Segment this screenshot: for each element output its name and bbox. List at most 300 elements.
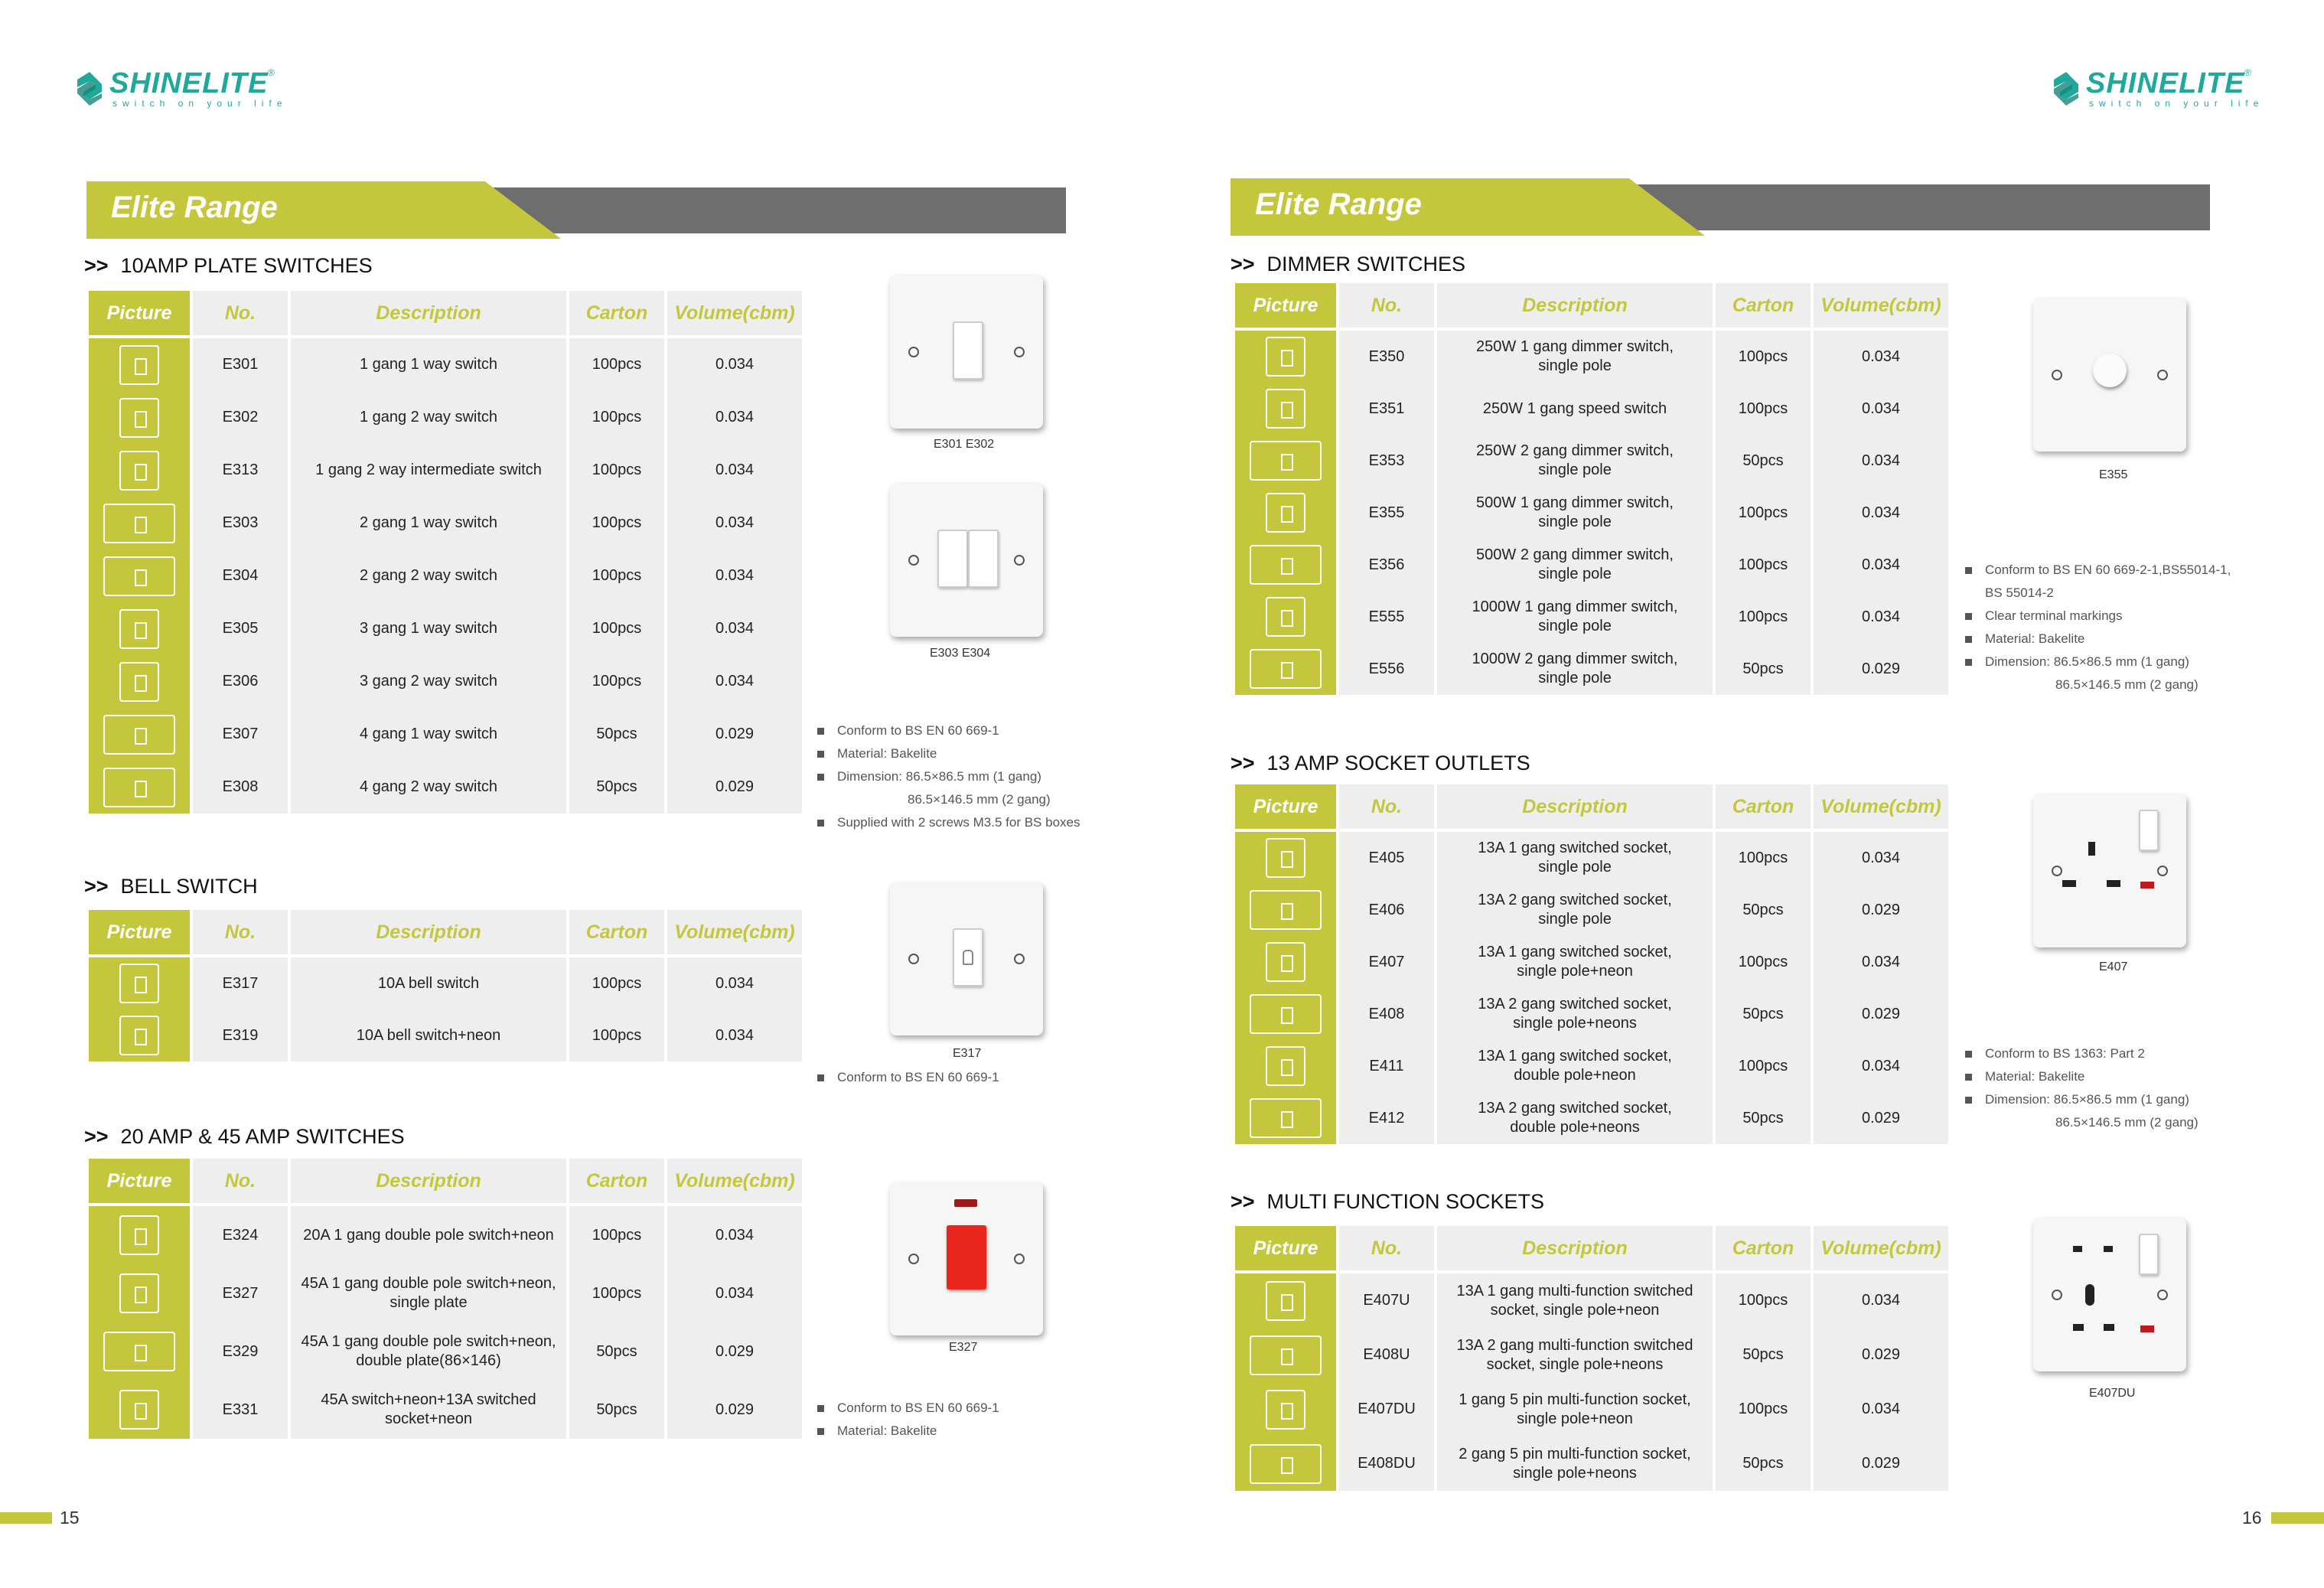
table-row — [89, 1264, 802, 1322]
description-line: socket, single pole+neon — [1490, 1301, 1660, 1319]
product-volume: 0.034 — [1814, 832, 1948, 884]
description-line: single pole+neons — [1513, 1015, 1637, 1032]
product-thumbnail-icon — [103, 556, 175, 596]
product-number: E304 — [193, 549, 288, 602]
table-row — [1235, 1040, 1948, 1092]
product-description — [1437, 936, 1713, 988]
product-thumbnail-icon — [103, 504, 175, 543]
column-header: Volume(cbm) — [1814, 283, 1948, 331]
picture-cell — [89, 391, 190, 444]
product-number: E405 — [1339, 832, 1434, 884]
description-line: 250W 1 gang speed switch — [1482, 399, 1667, 417]
description-line: 45A 1 gang double pole switch+neon, — [301, 1333, 556, 1350]
picture-cell — [89, 338, 190, 391]
product-description — [1437, 1092, 1713, 1144]
description-line: 1 gang 2 way intermediate switch — [315, 461, 542, 478]
product-carton: 100pcs — [569, 602, 664, 655]
product-number: E407U — [1339, 1273, 1434, 1328]
spec-note: BS 55014-2 — [1985, 585, 2054, 600]
description-line: 13A 2 gang switched socket, — [1478, 996, 1672, 1012]
product-carton: 50pcs — [569, 761, 664, 814]
section-title-prefix: >> — [84, 875, 109, 898]
product-thumbnail-icon — [103, 1332, 175, 1371]
spec-notes — [1965, 559, 2231, 696]
spec-notes — [817, 1066, 999, 1089]
column-header: Picture — [1235, 283, 1336, 331]
product-photo — [890, 276, 1043, 429]
section-title-prefix: >> — [1230, 1190, 1255, 1213]
column-header: Volume(cbm) — [667, 291, 802, 338]
product-thumbnail-icon — [1250, 649, 1322, 689]
description-line: single pole+neons — [1513, 1464, 1637, 1482]
description-line: 1000W 2 gang dimmer switch, — [1472, 651, 1678, 667]
product-volume: 0.034 — [667, 1009, 802, 1061]
product-thumbnail-icon — [1250, 545, 1322, 585]
description-line: 250W 1 gang dimmer switch, — [1476, 338, 1674, 355]
product-description — [1437, 1328, 1713, 1382]
product-thumbnail-icon — [1250, 994, 1322, 1034]
column-header: No. — [193, 1159, 288, 1206]
table-row — [1235, 1436, 1948, 1491]
product-number: E327 — [193, 1264, 288, 1322]
description-line: 250W 2 gang dimmer switch, — [1476, 442, 1674, 459]
table-header-row — [1235, 283, 1948, 331]
product-carton: 100pcs — [569, 957, 664, 1009]
brand-logo-right — [2049, 67, 2264, 113]
column-header: Volume(cbm) — [1814, 784, 1948, 832]
picture-cell — [89, 957, 190, 1009]
column-header: Carton — [1716, 283, 1811, 331]
product-carton: 100pcs — [569, 1009, 664, 1061]
description-line: 45A 1 gang double pole switch+neon, — [301, 1275, 556, 1292]
product-thumbnail-icon — [119, 964, 159, 1003]
description-line: 13A 1 gang switched socket, — [1478, 944, 1672, 960]
table-header-row — [89, 291, 802, 338]
product-description — [1437, 1273, 1713, 1328]
product-number: E408 — [1339, 988, 1434, 1040]
column-header: Description — [291, 291, 566, 338]
product-thumbnail-icon — [1266, 597, 1305, 637]
page-bar-left — [0, 1512, 52, 1524]
picture-cell — [1235, 591, 1336, 643]
product-table — [1232, 784, 1951, 1144]
section-title-text: BELL SWITCH — [120, 875, 258, 898]
table-header-row — [89, 910, 802, 957]
product-description — [291, 338, 566, 391]
picture-cell — [1235, 487, 1336, 539]
table-row — [89, 1009, 802, 1061]
product-volume: 0.034 — [667, 338, 802, 391]
section-title-prefix: >> — [84, 1125, 109, 1148]
description-line: single pole — [1538, 670, 1612, 686]
product-thumbnail-icon — [119, 1016, 159, 1055]
product-thumbnail-icon — [119, 398, 159, 438]
brand-mark-icon — [73, 70, 106, 107]
product-volume: 0.029 — [1814, 1436, 1948, 1491]
spec-note: Dimension: 86.5×86.5 mm (1 gang) — [1965, 1088, 2199, 1111]
product-volume: 0.029 — [667, 1322, 802, 1381]
product-table — [86, 910, 805, 1061]
product-number: E308 — [193, 761, 288, 814]
brand-logo-left — [73, 67, 288, 113]
table-header-row — [1235, 784, 1948, 832]
product-description — [291, 957, 566, 1009]
section-title — [1230, 1190, 1544, 1214]
picture-cell — [1235, 435, 1336, 487]
product-carton: 50pcs — [569, 1322, 664, 1381]
table-row — [1235, 643, 1948, 695]
product-volume: 0.034 — [1814, 1273, 1948, 1328]
product-carton: 100pcs — [1716, 936, 1811, 988]
column-header: Volume(cbm) — [667, 1159, 802, 1206]
description-line: 3 gang 2 way switch — [359, 673, 498, 690]
column-header: Picture — [89, 1159, 190, 1206]
column-header: Volume(cbm) — [1814, 1226, 1948, 1273]
brand-tagline: switch on your life — [112, 98, 288, 109]
picture-cell — [1235, 1092, 1336, 1144]
picture-cell — [1235, 331, 1336, 383]
spec-note: Material: Bakelite — [1965, 1065, 2199, 1088]
product-description — [291, 761, 566, 814]
picture-cell — [89, 444, 190, 497]
table-header-row — [89, 1159, 802, 1206]
column-header: Picture — [1235, 784, 1336, 832]
section-title-prefix: >> — [1230, 752, 1255, 774]
description-line: 45A switch+neon+13A switched — [321, 1391, 536, 1408]
product-caption: E407 — [2099, 960, 2128, 973]
picture-cell — [1235, 383, 1336, 435]
product-number: E324 — [193, 1206, 288, 1264]
product-volume: 0.029 — [1814, 988, 1948, 1040]
product-description — [1437, 435, 1713, 487]
product-thumbnail-icon — [1250, 1098, 1322, 1138]
section-title-prefix: >> — [84, 254, 109, 277]
product-carton: 100pcs — [569, 444, 664, 497]
product-description — [1437, 832, 1713, 884]
description-line: 4 gang 2 way switch — [359, 778, 498, 795]
description-line: 20A 1 gang double pole switch+neon — [303, 1226, 554, 1244]
product-description — [291, 1206, 566, 1264]
description-line: 500W 1 gang dimmer switch, — [1476, 494, 1674, 511]
brand-mark-icon — [2049, 70, 2083, 107]
table-row — [89, 549, 802, 602]
description-line: double pole+neons — [1510, 1119, 1640, 1136]
product-description — [291, 1009, 566, 1061]
table-row — [89, 497, 802, 549]
section-title-text: 13 AMP SOCKET OUTLETS — [1266, 752, 1530, 774]
product-carton: 100pcs — [569, 1206, 664, 1264]
column-header: No. — [193, 910, 288, 957]
product-volume: 0.029 — [667, 708, 802, 761]
product-carton: 100pcs — [1716, 1040, 1811, 1092]
product-carton: 50pcs — [1716, 884, 1811, 936]
column-header: Description — [291, 1159, 566, 1206]
product-carton: 50pcs — [1716, 643, 1811, 695]
picture-cell — [89, 708, 190, 761]
spec-note: Conform to BS EN 60 669-1 — [817, 1397, 999, 1420]
spec-note: Conform to BS 1363: Part 2 — [1965, 1042, 2199, 1065]
description-line: single plate — [390, 1294, 468, 1311]
picture-cell — [1235, 884, 1336, 936]
description-line: single pole+neon — [1517, 1410, 1633, 1427]
product-volume: 0.034 — [1814, 1040, 1948, 1092]
product-description — [291, 444, 566, 497]
product-thumbnail-icon — [1266, 389, 1305, 429]
product-thumbnail-icon — [103, 715, 175, 755]
product-number: E408U — [1339, 1328, 1434, 1382]
product-description — [291, 655, 566, 708]
product-thumbnail-icon — [103, 768, 175, 807]
table-row — [1235, 936, 1948, 988]
product-number: E407 — [1339, 936, 1434, 988]
brand-reg-mark: ® — [268, 67, 275, 78]
column-header: Carton — [569, 291, 664, 338]
product-number: E353 — [1339, 435, 1434, 487]
product-volume: 0.034 — [667, 549, 802, 602]
product-table — [1232, 1226, 1951, 1491]
product-description — [1437, 539, 1713, 591]
spec-note: 86.5×146.5 mm (2 gang) — [2055, 1115, 2199, 1130]
picture-cell — [1235, 1273, 1336, 1328]
description-line: 13A 2 gang switched socket, — [1478, 1100, 1672, 1117]
picture-cell — [1235, 1436, 1336, 1491]
product-caption: E327 — [949, 1341, 978, 1354]
section-title — [84, 875, 258, 898]
section-title-text: DIMMER SWITCHES — [1266, 253, 1466, 276]
product-volume: 0.034 — [1814, 383, 1948, 435]
picture-cell — [89, 655, 190, 708]
product-volume: 0.029 — [667, 1381, 802, 1439]
product-carton: 50pcs — [1716, 435, 1811, 487]
column-header: No. — [1339, 283, 1434, 331]
description-line: single pole — [1538, 461, 1612, 478]
description-line: socket+neon — [385, 1410, 472, 1427]
column-header: Carton — [1716, 784, 1811, 832]
product-carton: 100pcs — [1716, 487, 1811, 539]
table-row — [1235, 435, 1948, 487]
column-header: No. — [1339, 784, 1434, 832]
product-thumbnail-icon — [119, 1215, 159, 1255]
table-row — [89, 338, 802, 391]
product-thumbnail-icon — [1250, 890, 1322, 930]
product-description — [291, 497, 566, 549]
product-number: E356 — [1339, 539, 1434, 591]
product-carton: 50pcs — [1716, 1092, 1811, 1144]
column-header: No. — [193, 291, 288, 338]
product-carton: 100pcs — [569, 1264, 664, 1322]
product-volume: 0.034 — [667, 391, 802, 444]
picture-cell — [1235, 1040, 1336, 1092]
product-carton: 100pcs — [1716, 1273, 1811, 1328]
table-row — [89, 1322, 802, 1381]
table-row — [89, 602, 802, 655]
product-thumbnail-icon — [1250, 1444, 1322, 1484]
product-caption: E303 E304 — [930, 647, 991, 660]
section-title-text: 10AMP PLATE SWITCHES — [120, 254, 373, 277]
table-row — [1235, 884, 1948, 936]
product-photo — [2033, 794, 2186, 947]
product-carton: 100pcs — [569, 497, 664, 549]
spec-note: Conform to BS EN 60 669-2-1,BS55014-1, — [1965, 559, 2231, 582]
spec-note: Clear terminal markings — [1965, 605, 2231, 628]
product-description — [291, 1322, 566, 1381]
product-number: E306 — [193, 655, 288, 708]
table-row — [1235, 1273, 1948, 1328]
product-volume: 0.034 — [667, 1264, 802, 1322]
description-line: socket, single pole+neons — [1486, 1355, 1664, 1373]
description-line: 2 gang 2 way switch — [359, 567, 498, 584]
product-thumbnail-icon — [119, 1390, 159, 1430]
product-volume: 0.034 — [1814, 1382, 1948, 1436]
product-carton: 50pcs — [569, 1381, 664, 1439]
table-row — [89, 957, 802, 1009]
product-description — [291, 602, 566, 655]
description-line: single pole — [1538, 514, 1612, 530]
product-carton: 50pcs — [1716, 1436, 1811, 1491]
description-line: 13A 2 gang switched socket, — [1478, 892, 1672, 908]
picture-cell — [1235, 1382, 1336, 1436]
picture-cell — [1235, 936, 1336, 988]
table-row — [1235, 832, 1948, 884]
product-carton: 100pcs — [1716, 539, 1811, 591]
table-row — [89, 1381, 802, 1439]
table-row — [89, 444, 802, 497]
description-line: 1 gang 1 way switch — [359, 356, 498, 373]
picture-cell — [1235, 832, 1336, 884]
table-row — [1235, 1092, 1948, 1144]
column-header: Description — [291, 910, 566, 957]
product-volume: 0.034 — [1814, 487, 1948, 539]
column-header: Description — [1437, 283, 1713, 331]
description-line: single pole — [1538, 618, 1612, 634]
product-photo — [890, 1182, 1043, 1335]
column-header: No. — [1339, 1226, 1434, 1273]
section-title — [84, 254, 373, 278]
picture-cell — [89, 1322, 190, 1381]
product-carton: 50pcs — [569, 708, 664, 761]
description-line: double pole+neon — [1514, 1067, 1636, 1084]
spec-note: 86.5×146.5 mm (2 gang) — [2055, 677, 2199, 692]
product-thumbnail-icon — [1266, 1281, 1305, 1321]
description-line: 1 gang 2 way switch — [359, 409, 498, 426]
product-volume: 0.029 — [1814, 1328, 1948, 1382]
product-number: E319 — [193, 1009, 288, 1061]
product-description — [1437, 884, 1713, 936]
product-number: E351 — [1339, 383, 1434, 435]
product-carton: 100pcs — [569, 338, 664, 391]
section-title-prefix: >> — [1230, 253, 1255, 276]
column-header: Carton — [569, 910, 664, 957]
product-caption: E301 E302 — [934, 438, 995, 451]
spec-note: Material: Bakelite — [817, 742, 1080, 765]
description-line: single pole — [1538, 566, 1612, 582]
product-carton: 100pcs — [1716, 832, 1811, 884]
picture-cell — [89, 602, 190, 655]
product-thumbnail-icon — [119, 451, 159, 491]
product-thumbnail-icon — [1266, 493, 1305, 533]
description-line: 13A 2 gang multi-function switched — [1456, 1336, 1693, 1354]
product-thumbnail-icon — [1266, 838, 1305, 878]
product-volume: 0.034 — [667, 444, 802, 497]
description-line: 1000W 1 gang dimmer switch, — [1472, 598, 1678, 615]
product-volume: 0.034 — [1814, 435, 1948, 487]
product-description — [291, 1381, 566, 1439]
product-number: E301 — [193, 338, 288, 391]
table-row — [1235, 383, 1948, 435]
product-number: E407DU — [1339, 1382, 1434, 1436]
product-caption: E317 — [953, 1047, 982, 1060]
section-title-text: MULTI FUNCTION SOCKETS — [1266, 1190, 1545, 1213]
product-description — [1437, 591, 1713, 643]
product-description — [1437, 988, 1713, 1040]
product-number: E408DU — [1339, 1436, 1434, 1491]
product-carton: 100pcs — [569, 655, 664, 708]
product-number: E329 — [193, 1322, 288, 1381]
table-row — [1235, 1382, 1948, 1436]
product-volume: 0.029 — [667, 761, 802, 814]
description-line: single pole+neon — [1517, 963, 1633, 980]
picture-cell — [89, 1381, 190, 1439]
table-row — [89, 391, 802, 444]
table-row — [1235, 988, 1948, 1040]
brand-reg-mark: ® — [2244, 67, 2251, 78]
table-row — [89, 655, 802, 708]
picture-cell — [89, 549, 190, 602]
product-caption: E407DU — [2089, 1387, 2136, 1400]
product-caption: E355 — [2099, 468, 2128, 481]
product-description — [1437, 383, 1713, 435]
product-description — [1437, 487, 1713, 539]
product-description — [291, 549, 566, 602]
table-row — [1235, 487, 1948, 539]
column-header: Carton — [569, 1159, 664, 1206]
product-description — [291, 1264, 566, 1322]
product-thumbnail-icon — [119, 1273, 159, 1313]
product-volume: 0.029 — [1814, 643, 1948, 695]
product-description — [1437, 1382, 1713, 1436]
column-header: Carton — [1716, 1226, 1811, 1273]
spec-note: Conform to BS EN 60 669-1 — [817, 719, 1080, 742]
product-volume: 0.034 — [1814, 331, 1948, 383]
range-band-right — [1230, 178, 2210, 236]
page-number-left: 15 — [60, 1508, 80, 1528]
spec-note: Dimension: 86.5×86.5 mm (1 gang) — [1965, 651, 2231, 673]
description-line: 1 gang 5 pin multi-function socket, — [1459, 1391, 1691, 1408]
column-header: Picture — [89, 291, 190, 338]
product-thumbnail-icon — [119, 609, 159, 649]
column-header: Picture — [89, 910, 190, 957]
product-volume: 0.029 — [1814, 884, 1948, 936]
product-volume: 0.034 — [667, 497, 802, 549]
product-volume: 0.034 — [1814, 539, 1948, 591]
product-volume: 0.034 — [667, 957, 802, 1009]
picture-cell — [1235, 643, 1336, 695]
product-description — [291, 391, 566, 444]
picture-cell — [89, 1206, 190, 1264]
picture-cell — [1235, 988, 1336, 1040]
spec-notes — [1965, 1042, 2199, 1134]
product-volume: 0.034 — [667, 602, 802, 655]
picture-cell — [89, 497, 190, 549]
product-number: E350 — [1339, 331, 1434, 383]
product-thumbnail-icon — [1250, 441, 1322, 481]
spec-notes — [817, 719, 1080, 834]
product-number: E317 — [193, 957, 288, 1009]
column-header: Description — [1437, 784, 1713, 832]
product-thumbnail-icon — [1266, 337, 1305, 377]
product-number: E555 — [1339, 591, 1434, 643]
table-row — [89, 761, 802, 814]
